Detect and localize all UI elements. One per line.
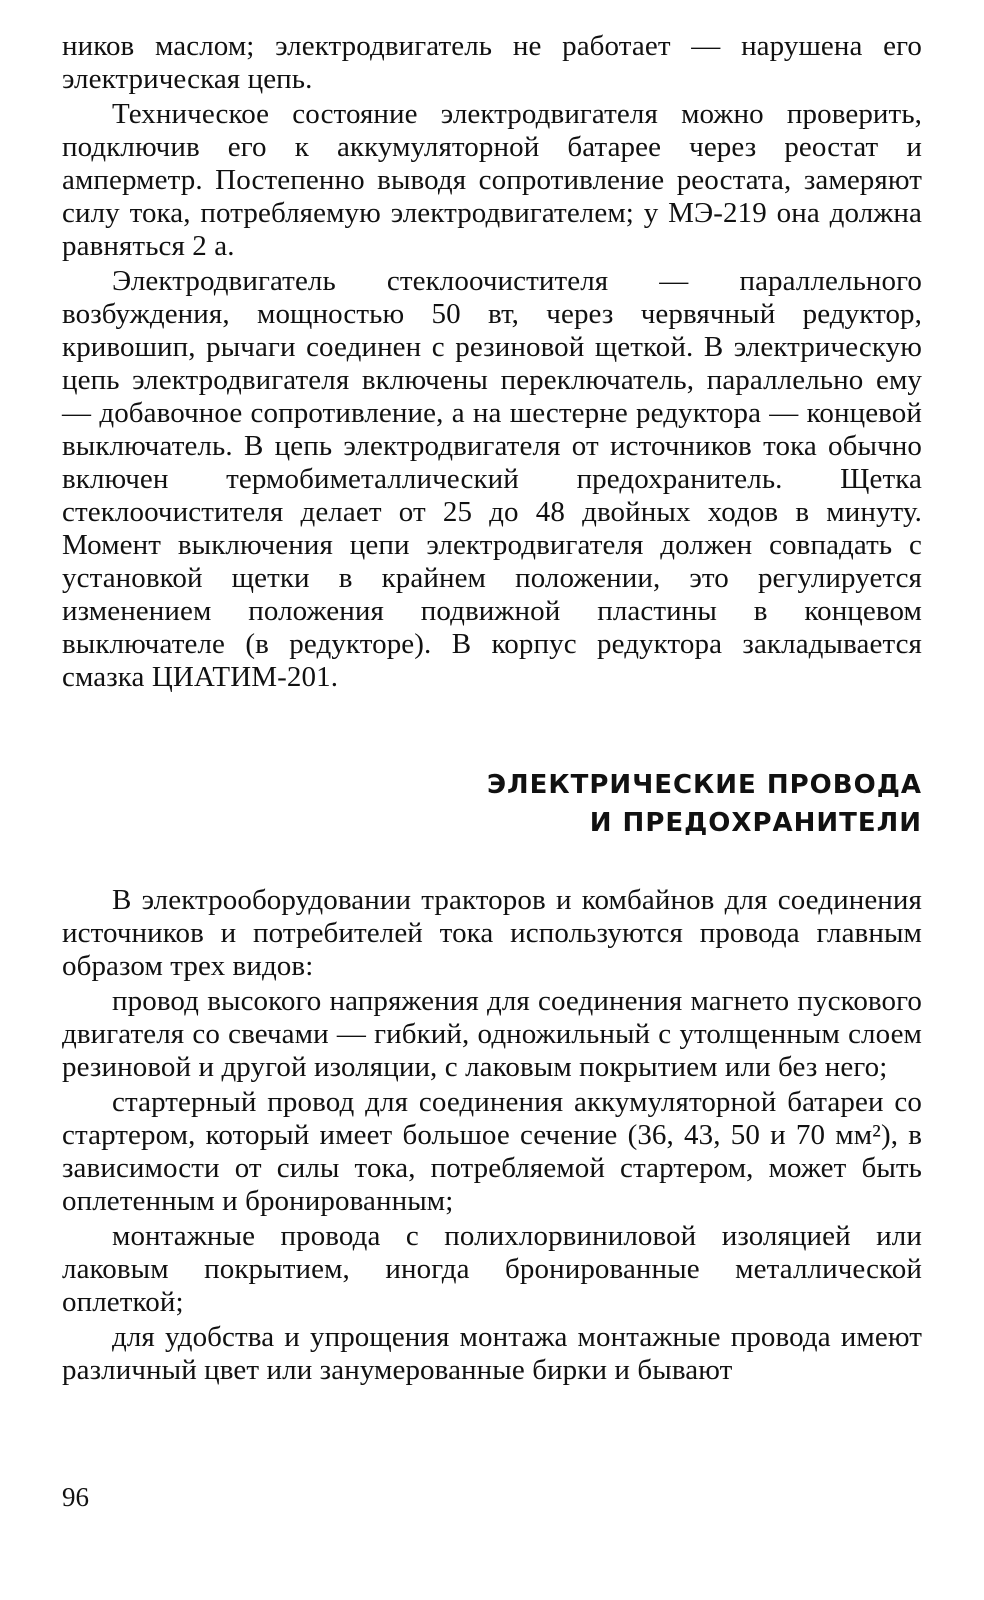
- paragraph-mounting-wires: монтажные провода с полихлорвиниловой изоляцией или лаковым покрытием, иногда бронированные металлической оплеткой;: [62, 1220, 922, 1318]
- paragraph-continuation: ников маслом; электродвигатель не работает — нарушена его электрическая цепь.: [62, 30, 922, 95]
- section-heading-line-2: И ПРЕДОХРАНИТЕЛИ: [589, 808, 922, 838]
- page-number: 96: [62, 1482, 89, 1512]
- paragraph-starter-wire: стартерный провод для соединения аккумуляторной батареи со стартером, который имеет большое сечение (36, 43, 50 и 70 мм²), в зависимости от силы тока, потребляемой стартером, может быть оплетенным и бронированным;: [62, 1086, 922, 1217]
- page-body: [62, 30, 922, 1387]
- section-heading: [62, 766, 922, 842]
- paragraph-high-voltage-wire: провод высокого напряжения для соединения магнето пускового двигателя со свечами — гибкий, одножильный с утолщенным слоем резиновой и другой изоляции, с лаковым покрытием или без него;: [62, 985, 922, 1083]
- section-heading-line-1: ЭЛЕКТРИЧЕСКИЕ ПРОВОДА: [486, 770, 922, 800]
- paragraph-wire-colors: для удобства и упрощения монтажа монтажные провода имеют различный цвет или занумерованные бирки и бывают: [62, 1321, 922, 1386]
- paragraph-motor-check: Техническое состояние электродвигателя можно проверить, подключив его к аккумуляторной батарее через реостат и амперметр. Постепенно выводя сопротивление реостата, замеряют силу тока, потребляемую электродвигателем; у МЭ-219 она должна равняться 2 а.: [62, 98, 922, 262]
- paragraph-wire-types-intro: В электрооборудовании тракторов и комбайнов для соединения источников и потребителей тока используются провода главным образом трех видов:: [62, 884, 922, 982]
- paragraph-wiper-motor: Электродвигатель стеклоочистителя — параллельного возбуждения, мощностью 50 вт, через червячный редуктор, кривошип, рычаги соединен с резиновой щеткой. В электрическую цепь электродвигателя включены переключатель, параллельно ему — добавочное сопротивление, а на шестерне редуктора — концевой выключатель. В цепь электродвигателя от источников тока обычно включен термобиметаллический предохранитель. Щетка стеклоочистителя делает от 25 до 48 двойных ходов в минуту. Момент выключения цепи электродвигателя должен совпадать с установкой щетки в крайнем положении, это регулируется изменением положения подвижной пластины в концевом выключателе (в редукторе). В корпус редуктора закладывается смазка ЦИАТИМ-201.: [62, 265, 922, 693]
